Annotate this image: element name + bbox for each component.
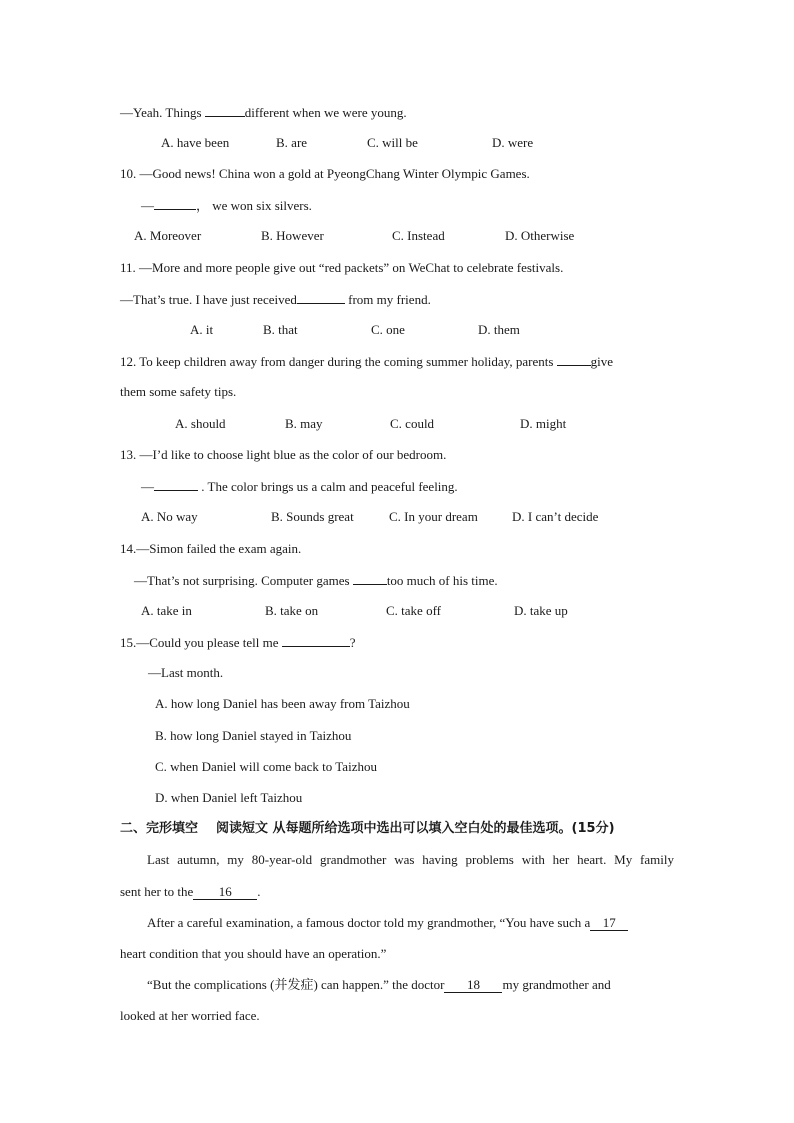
q9-option-d: D. were [492, 135, 534, 150]
q11-option-d: D. them [478, 322, 520, 337]
q12-option-b: B. may [285, 416, 323, 431]
q13-line-1: 13. —I’d like to choose light blue as the color of our bedroom. [120, 447, 447, 462]
passage-p3-line-2: looked at her worried face. [120, 1008, 260, 1023]
cloze-blank-18: 18 [444, 978, 502, 993]
q10-line-1: 10. —Good news! China won a gold at PyeongChang Winter Olympic Games. [120, 166, 530, 181]
section-heading: 二、完形填空 阅读短文 从每题所给选项中选出可以填入空白处的最佳选项。(15分) [120, 821, 615, 836]
answer-blank [297, 291, 345, 304]
q10-option-a: A. Moreover [134, 228, 202, 243]
q13-option-c: C. In your dream [389, 509, 478, 524]
passage-p3-line-1: “But the complications (并发症) can happen.” the doctor 18 my grandmother and [147, 977, 611, 992]
q15-option-a: A. how long Daniel has been away from Taizhou [155, 696, 410, 711]
q15-line-1: 15.—Could you please tell me ? [120, 635, 356, 650]
q10-line-2: — ， we won six silvers. [141, 198, 312, 213]
q15-line-2: —Last month. [148, 665, 224, 680]
q12-option-d: D. might [520, 416, 567, 431]
q13-option-b: B. Sounds great [271, 509, 354, 524]
q15-option-d: D. when Daniel left Taizhou [155, 790, 303, 805]
passage-p2-line-1: After a careful examination, a famous doctor told my grandmother, “You have such a 17 [147, 915, 628, 931]
q9-option-b: B. are [276, 135, 308, 150]
answer-blank [557, 353, 591, 366]
q12-line-2: them some safety tips. [120, 384, 237, 399]
q14-option-b: B. take on [265, 603, 319, 618]
q11-line-1: 11. —More and more people give out “red packets” on WeChat to celebrate festivals. [120, 260, 564, 275]
q12-option-a: A. should [175, 416, 226, 431]
cloze-blank-16: 16 [193, 885, 257, 900]
passage-p1-line-2: sent her to the 16 . [120, 884, 261, 899]
answer-blank [205, 104, 245, 117]
q11-line-2: —That’s true. I have just received from my friend. [120, 292, 431, 307]
q9-option-c: C. will be [367, 135, 418, 150]
q12-option-c: C. could [390, 416, 435, 431]
q13-option-a: A. No way [141, 509, 198, 524]
passage-p1-line-1: Last autumn, my 80-year-old grandmother was having problems with her heart. My family [147, 852, 674, 867]
q14-line-1: 14.—Simon failed the exam again. [120, 541, 302, 556]
q14-option-c: C. take off [386, 603, 441, 618]
answer-blank [154, 478, 198, 491]
q14-option-a: A. take in [141, 603, 192, 618]
q15-option-c: C. when Daniel will come back to Taizhou [155, 759, 377, 774]
q13-option-d: D. I can’t decide [512, 509, 599, 524]
q14-line-2: —That’s not surprising. Computer games too much of his time. [134, 573, 498, 588]
q11-option-a: A. it [190, 322, 214, 337]
q10-option-b: B. However [261, 228, 324, 243]
q10-option-d: D. Otherwise [505, 228, 575, 243]
q9-line: —Yeah. Things different when we were young. [120, 105, 407, 120]
passage-p2-line-2: heart condition that you should have an operation.” [120, 946, 387, 961]
cloze-blank-17: 17 [590, 916, 628, 931]
q9-option-a: A. have been [161, 135, 230, 150]
q10-option-c: C. Instead [392, 228, 445, 243]
q13-line-2: — . The color brings us a calm and peaceful feeling. [141, 479, 458, 494]
q11-option-c: C. one [371, 322, 405, 337]
q11-option-b: B. that [263, 322, 298, 337]
q12-line-1: 12. To keep children away from danger during the coming summer holiday, parents give [120, 354, 614, 369]
answer-blank [353, 572, 387, 585]
q14-option-d: D. take up [514, 603, 568, 618]
q15-option-b: B. how long Daniel stayed in Taizhou [155, 728, 352, 743]
answer-blank [282, 634, 350, 647]
answer-blank [154, 197, 196, 210]
